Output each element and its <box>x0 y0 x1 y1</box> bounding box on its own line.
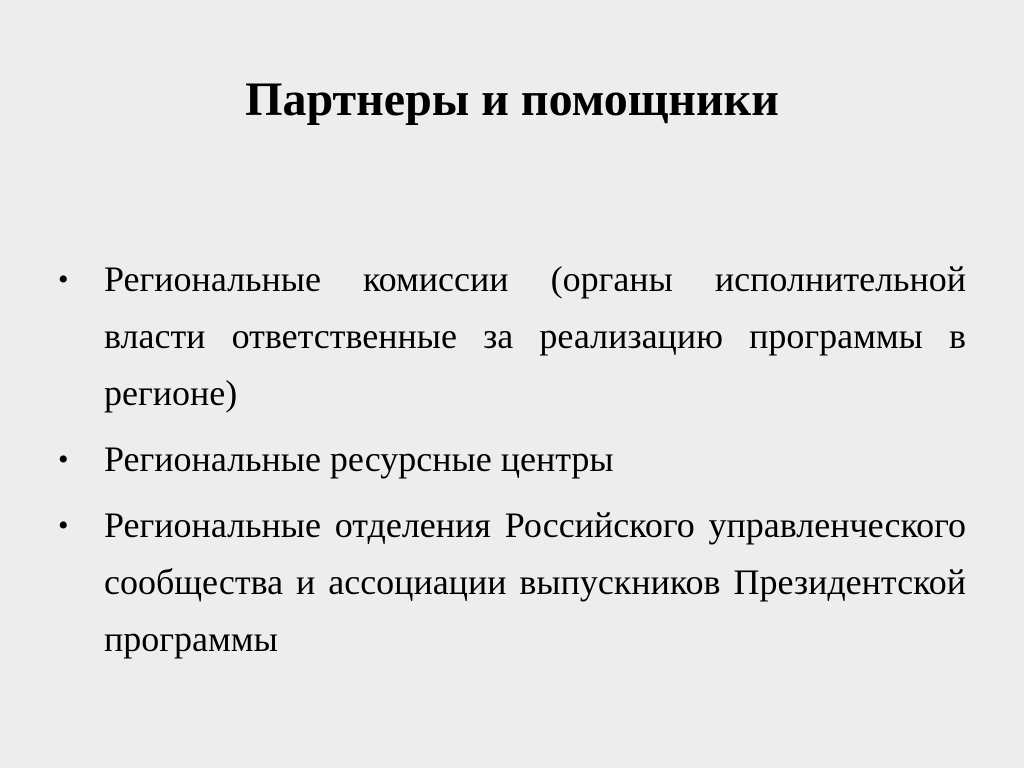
bullet-icon: • <box>58 263 69 296</box>
bullet-icon: • <box>58 509 69 542</box>
slide-title: Партнеры и помощники <box>245 73 779 126</box>
list-item <box>56 251 966 422</box>
bullet-text: Региональные комиссии (органы исполнительной власти ответственные за реализацию программы в регионе) <box>104 259 966 413</box>
bullet-icon: • <box>58 443 69 476</box>
bullet-list <box>56 251 966 677</box>
bullet-text: Региональные отделения Российского управленческого сообщества и ассоциации выпускников Президентской программы <box>104 505 966 659</box>
list-item <box>56 431 966 488</box>
bullet-text: Региональные ресурсные центры <box>104 439 614 479</box>
list-item <box>56 497 966 668</box>
